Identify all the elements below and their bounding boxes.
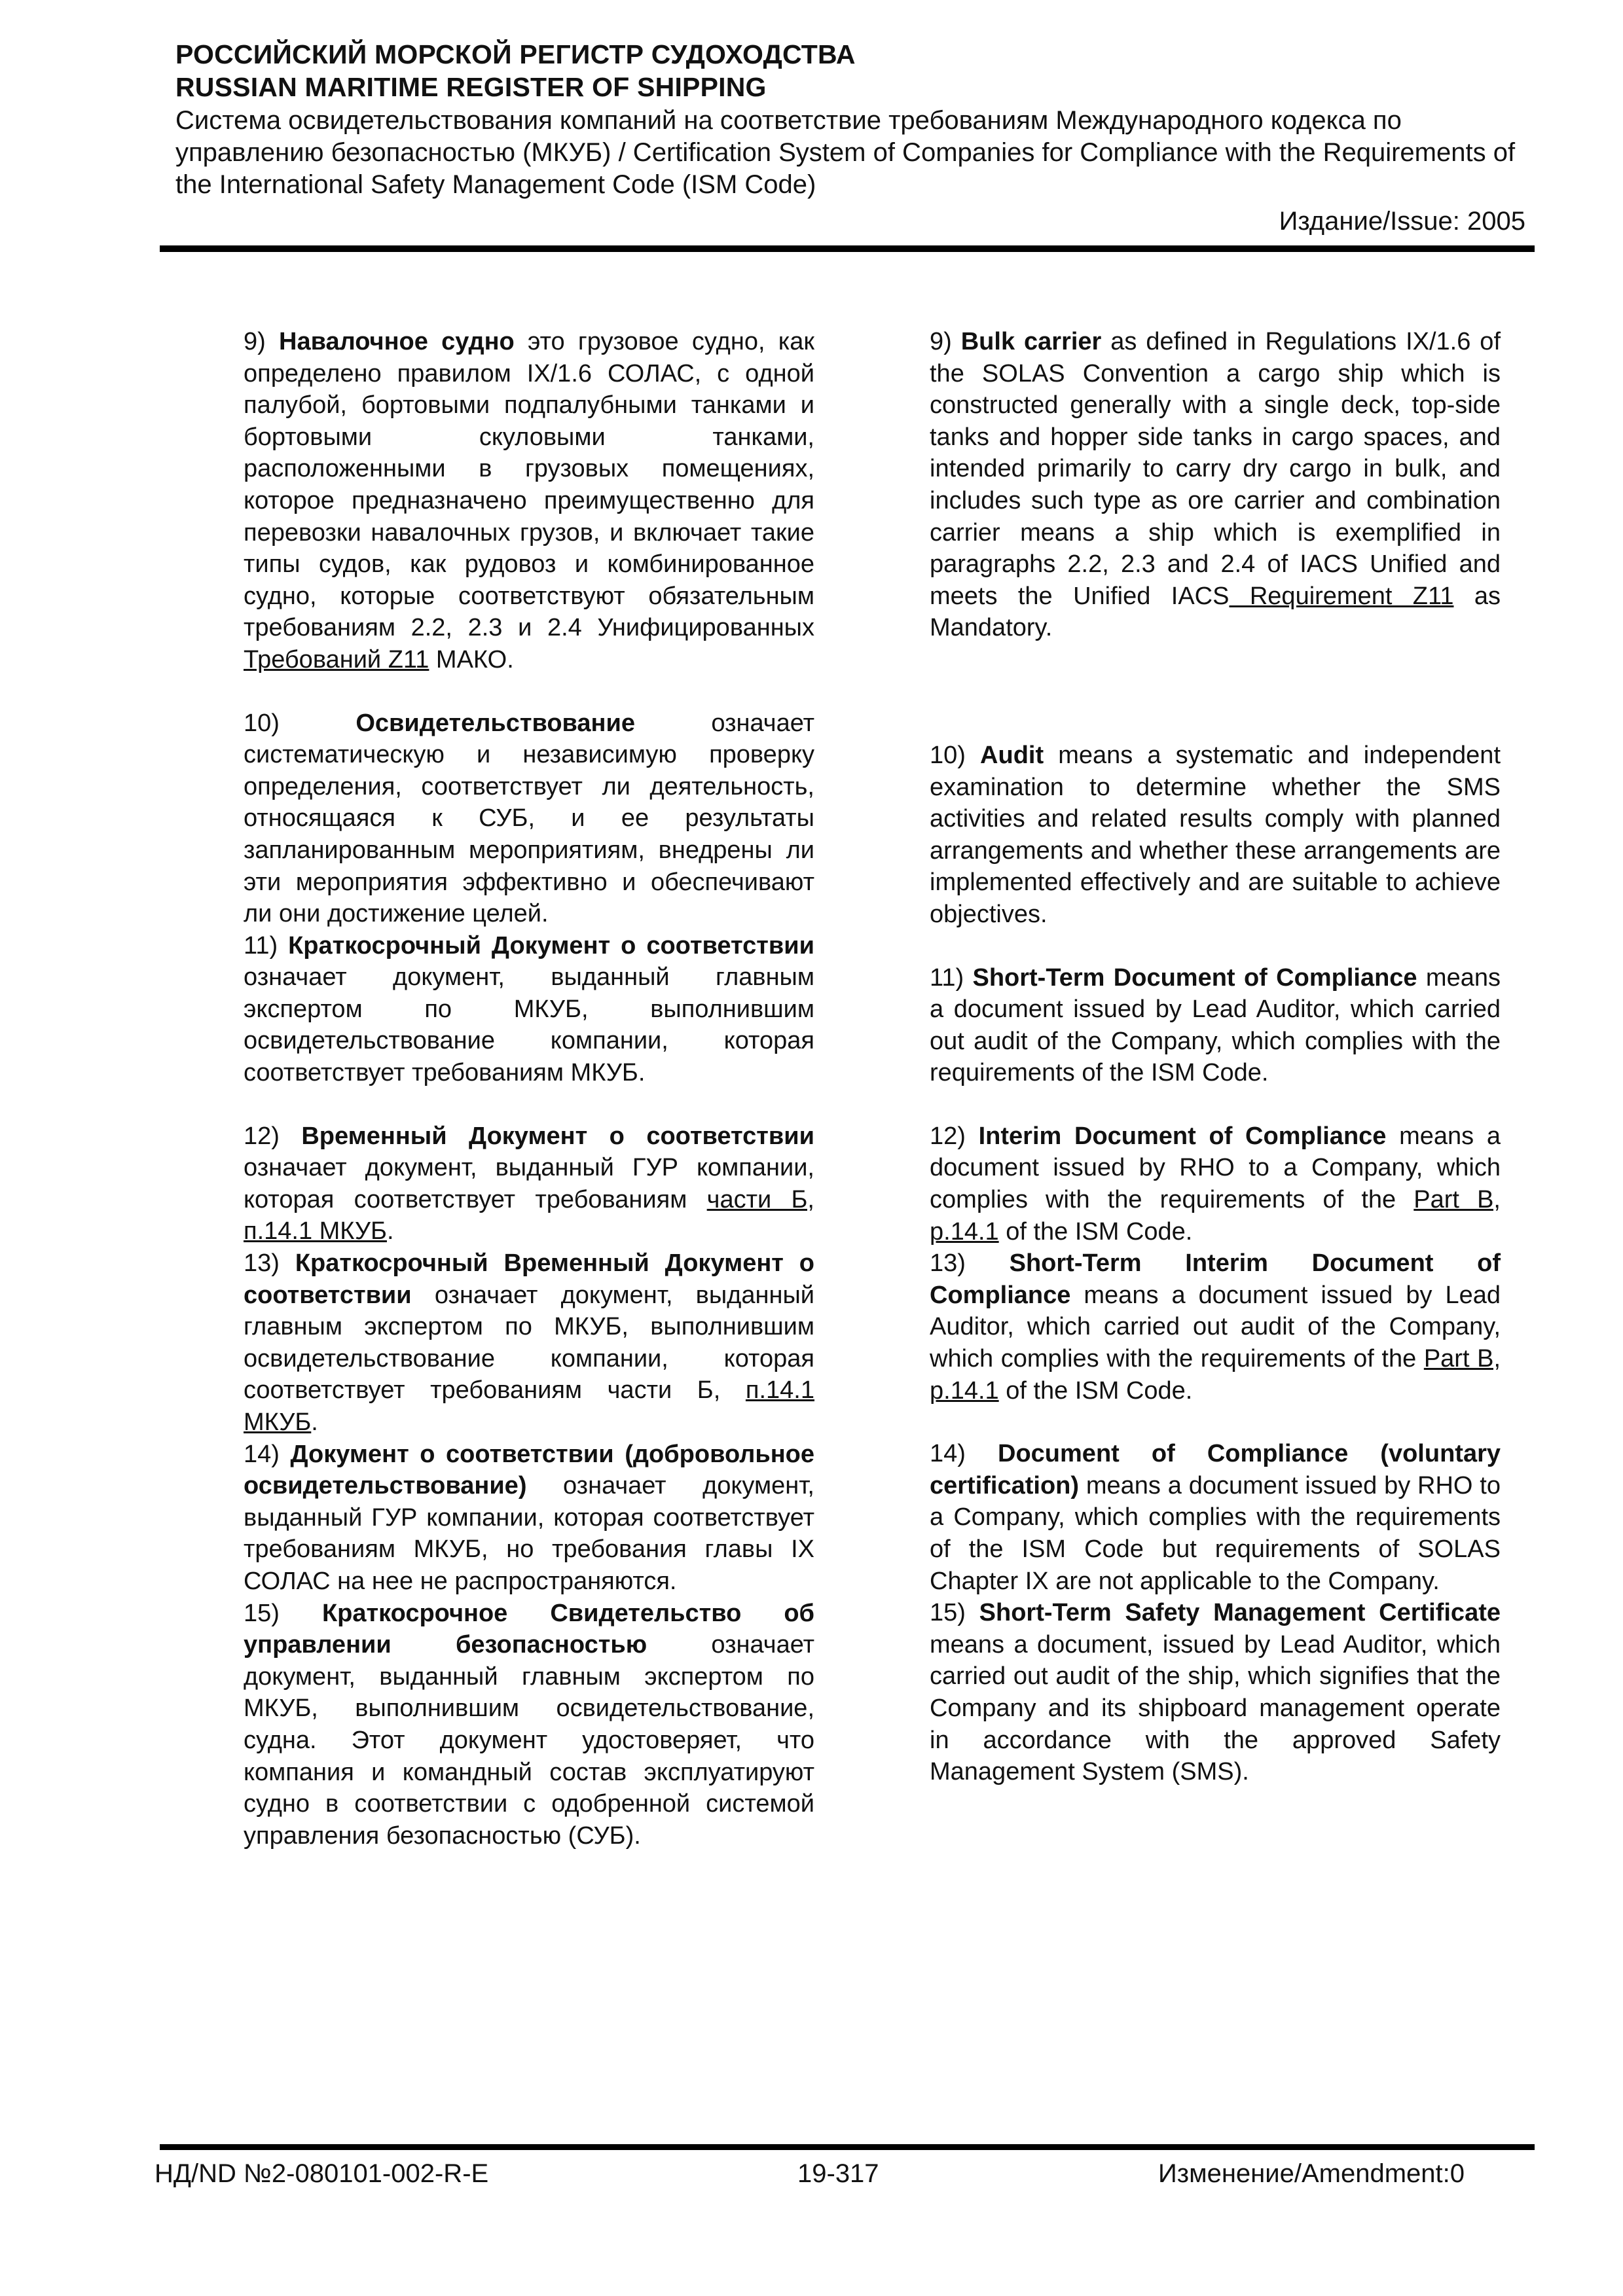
definition-ru-15 <box>244 1598 814 1852</box>
definition-ru-14 <box>244 1439 814 1598</box>
definition-term: Short-Term Safety Management Certificate <box>979 1599 1501 1627</box>
definition-text-end: of the ISM Code. <box>998 1376 1193 1405</box>
page-number: 19-317 <box>797 2159 879 2188</box>
definition-text: means a document issued by Lead Auditor, which carried out audit of the Company, which complies with the requirements of the ISM Code. <box>930 963 1501 1087</box>
definition-number: 10) <box>244 709 356 737</box>
definition-text: as defined in Regulations IX/1.6 of the SOLAS Convention a cargo ship which is constructed generally with a single deck, top-side tanks and hopper side tanks in cargo spaces, and intended primarily to carry dry cargo in bulk, and includes such type as ore carrier and combination carrier means a ship which is exemplified in paragraphs 2.2, 2.3 and 2.4 of IACS Unified and meets the Unified IACS <box>930 328 1501 610</box>
definition-text: означает документ, выданный главным экспертом по МКУБ, выполнившим освидетельствование компании, которая соответствует требованиям МКУБ. <box>244 963 814 1087</box>
definition-term: Временный Документ о соответствии <box>301 1122 814 1150</box>
requirement-reference: Требований Z11 <box>244 645 429 673</box>
definition-ru-10 <box>244 708 814 930</box>
document-number: НД/ND №2-080101-002-R-E <box>155 2159 489 2188</box>
definition-ru-12 <box>244 1121 814 1247</box>
definition-number: 14) <box>244 1440 291 1468</box>
definition-term: Краткосрочное Свидетельство об управлении безопасностью <box>244 1599 815 1659</box>
definition-number: 11) <box>930 963 973 992</box>
definition-term: Short-Term Interim Document of Compliance <box>930 1249 1501 1309</box>
definition-text-end: . <box>311 1408 318 1436</box>
definition-number: 11) <box>244 931 289 960</box>
definition-number: 12) <box>930 1122 979 1150</box>
definition-number: 12) <box>244 1122 302 1150</box>
definition-en-14 <box>930 1438 1501 1597</box>
definition-number: 13) <box>930 1249 1010 1278</box>
definition-en-10 <box>930 740 1501 931</box>
part-reference: Part B, p.14.1 <box>930 1186 1501 1246</box>
definition-en-9 <box>930 326 1501 644</box>
document-header <box>175 38 1525 238</box>
definition-en-15 <box>930 1597 1501 1788</box>
definition-text-end: of the ISM Code. <box>998 1217 1193 1246</box>
definition-text: means a document, issued by Lead Auditor, which carried out audit of the ship, which signifies that the Company and its shipboard management operate in accordance with the approved Safety Management System (SMS). <box>930 1630 1501 1786</box>
english-column <box>930 326 1501 1788</box>
definition-text: означает документ, выданный главным экспертом по МКУБ, выполнившим освидетельствование компании, которая соответствует требованиям части Б, <box>244 1281 814 1405</box>
definition-term: Навалочное судно <box>279 328 515 355</box>
russian-column <box>244 326 814 1852</box>
definition-term: Документ о соответствии (добровольное освидетельствование) <box>244 1440 815 1500</box>
definition-term: Interim Document of Compliance <box>978 1122 1387 1150</box>
definition-text: означает документ, выданный ГУР компании, которая соответствует требованиям <box>244 1154 814 1213</box>
definition-text-end: as Mandatory. <box>930 582 1501 642</box>
definition-term: Краткосрочный Документ о соответствии <box>288 931 814 960</box>
certification-system-title: Система освидетельствования компаний на соответствие требованиям Международного кодекса по управлению безопасностью (МКУБ) / Certification System of Companies for Compliance with the Requirements of the International Safety Management Code (ISM Code) <box>175 106 1516 199</box>
definition-term: Краткосрочный Временный Документ о соответствии <box>244 1249 815 1309</box>
register-title-en: RUSSIAN MARITIME REGISTER OF SHIPPING <box>175 72 767 102</box>
definition-text: означает систематическую и независимую проверку определения, соответствует ли деятельность, относящаяся к СУБ, и ее результаты запланированным мероприятиям, внедрены ли эти мероприятия эффективно и обеспечивают ли они достижение целей. <box>244 709 814 928</box>
part-reference: Part B, p.14.1 <box>930 1345 1501 1405</box>
definition-number: 9) <box>930 328 961 355</box>
part-reference: п.14.1 МКУБ <box>244 1376 814 1436</box>
definition-ru-11 <box>244 930 814 1089</box>
definition-text: means a document issued by Lead Auditor, which carried out audit of the Company, which complies with the requirements of the <box>930 1281 1501 1373</box>
definition-term: Short-Term Document of Compliance <box>972 963 1417 992</box>
definition-en-11 <box>930 962 1501 1089</box>
definition-text-end: . <box>386 1217 394 1246</box>
definition-en-13 <box>930 1247 1501 1407</box>
footer-rule <box>160 2144 1535 2150</box>
definition-text: означает документ, выданный ГУР компании, которая соответствует требованиям МКУБ, но требования главы IX СОЛАС на нее не распространяются. <box>244 1472 814 1595</box>
definition-term: Освидетельствование <box>356 709 635 737</box>
register-title-ru: РОССИЙСКИЙ МОРСКОЙ РЕГИСТР СУДОХОДСТВА <box>175 39 856 69</box>
definition-ru-9 <box>244 326 814 676</box>
part-reference: части Б, п.14.1 МКУБ <box>244 1185 814 1246</box>
definition-number: 13) <box>244 1249 295 1278</box>
definition-number: 9) <box>244 328 280 355</box>
definition-number: 15) <box>930 1599 979 1627</box>
definition-text: это грузовое судно, как определено правилом IX/1.6 СОЛАС, с одной палубой, бортовыми подпалубными танками и бортовыми скуловыми танками, расположенными в грузовых помещениях, которое предназначено преимущественно для перевозки навалочных грузов, и включает такие типы судов, как рудовоз и комбинированное судно, которые соответствуют обязательным требованиям 2.2, 2.3 и 2.4 Унифицированных <box>244 328 814 642</box>
issue-label: Издание/Issue: 2005 <box>1279 207 1525 236</box>
header-rule <box>160 245 1535 252</box>
definition-text: означает документ, выданный главным экспертом по МКУБ, выполнившим освидетельствование, судна. Этот документ удостоверяет, что компания и командный состав эксплуатируют судно в соответствии с одобренной системой управления безопасностью (СУБ). <box>244 1631 814 1850</box>
definition-term: Audit <box>980 741 1044 769</box>
definition-en-12 <box>930 1121 1501 1247</box>
amendment-label: Изменение/Amendment:0 <box>1158 2159 1465 2188</box>
definition-number: 14) <box>930 1440 998 1468</box>
definition-term: Bulk carrier <box>960 328 1102 355</box>
requirement-reference: Requirement Z11 <box>1229 582 1454 610</box>
definition-text-end: МАКО. <box>429 645 514 673</box>
definition-number: 10) <box>930 741 981 769</box>
definition-text: means a document issued by RHO to a Company, which complies with the requirements of the <box>930 1122 1501 1214</box>
definition-ru-13 <box>244 1247 814 1439</box>
definition-term: Document of Compliance (voluntary certification) <box>930 1440 1501 1499</box>
definition-text: means a systematic and independent examination to determine whether the SMS activities and related results comply with planned arrangements and whether these arrangements are implemented effectively and are suitable to achieve objectives. <box>930 741 1501 928</box>
definition-number: 15) <box>244 1599 322 1627</box>
definition-text: means a document issued by RHO to a Company, which complies with the requirements of the ISM Code but requirements of SOLAS Chapter IX are not applicable to the Company. <box>930 1471 1501 1595</box>
